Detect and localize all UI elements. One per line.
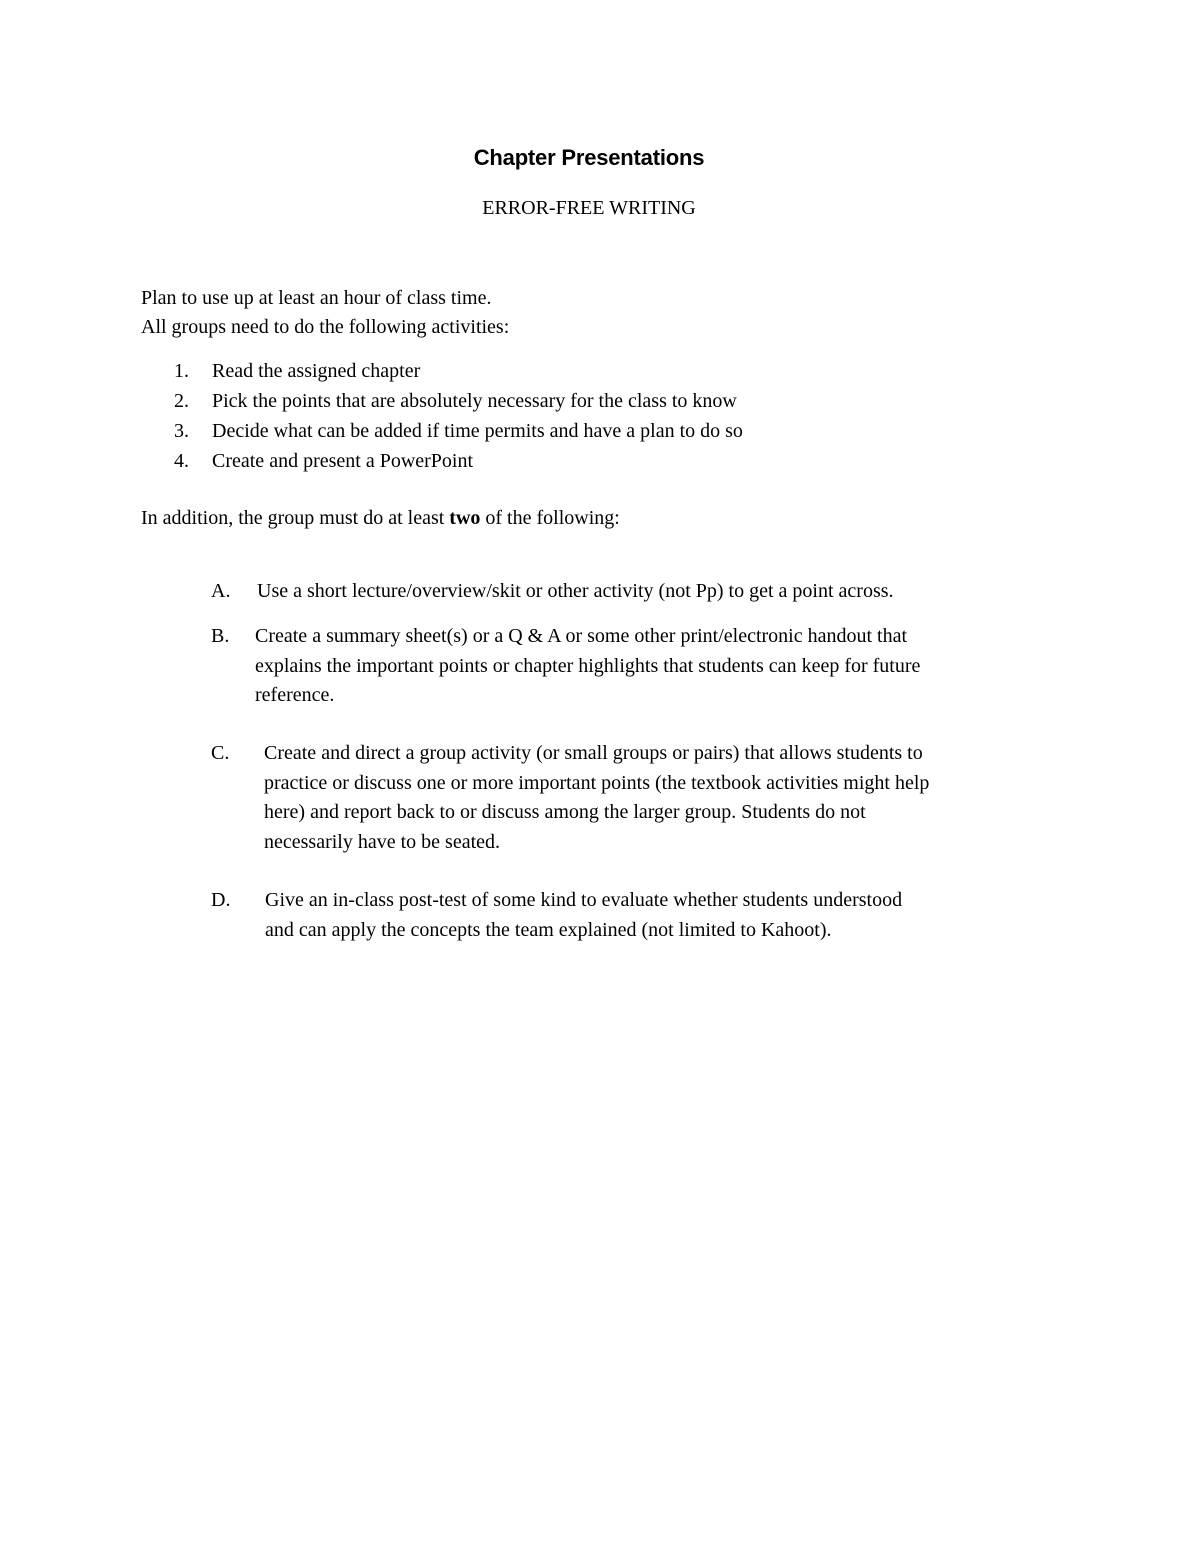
text-line: practice or discuss one or more important points (the textbook activities might help <box>264 771 930 794</box>
list-item-text: Decide what can be added if time permits and have a plan to do so <box>212 420 743 442</box>
list-item-text: Create and present a PowerPoint <box>212 450 474 472</box>
text-line: reference. <box>255 684 335 706</box>
list-item-number: 3. <box>174 420 189 442</box>
optional-activity-text <box>257 577 1057 607</box>
optional-activity-text <box>255 622 1055 711</box>
page-subtitle: ERROR-FREE WRITING <box>482 197 696 219</box>
optional-activity-letter: D. <box>211 889 231 911</box>
optional-activity-letter: B. <box>211 625 230 647</box>
list-item-number: 2. <box>174 390 189 412</box>
page-title: Chapter Presentations <box>473 145 705 170</box>
text-line: Give an in-class post-test of some kind to evaluate whether students understood <box>265 889 903 911</box>
list-item-number: 1. <box>174 360 189 382</box>
optional-activity-text <box>264 739 1064 857</box>
text-line: Use a short lecture/overview/skit or other activity (not Pp) to get a point across. <box>257 580 894 602</box>
intro-line-1: Plan to use up at least an hour of class time. <box>141 287 492 309</box>
text-line: Create and direct a group activity (or small groups or pairs) that allows students to <box>264 742 923 764</box>
addition-suffix: of the following: <box>480 507 620 529</box>
text-line: explains the important points or chapter highlights that students can keep for future <box>255 654 921 677</box>
addition-prefix: In addition, the group must do at least <box>141 507 450 529</box>
addition-paragraph <box>141 504 620 533</box>
text-line: necessarily have to be seated. <box>264 830 501 853</box>
text-line: and can apply the concepts the team explained (not limited to Kahoot). <box>265 918 832 941</box>
list-item-text: Pick the points that are absolutely necessary for the class to know <box>212 390 737 412</box>
optional-activity-text <box>265 886 1065 945</box>
text-line: here) and report back to or discuss among the larger group. Students do not <box>264 801 866 823</box>
intro-line-2: All groups need to do the following activities: <box>141 316 510 338</box>
list-item-text: Read the assigned chapter <box>212 360 421 382</box>
list-item-number: 4. <box>174 450 189 472</box>
optional-activity-letter: C. <box>211 742 230 764</box>
text-line: Create a summary sheet(s) or a Q & A or some other print/electronic handout that <box>255 625 908 647</box>
addition-emphasis: two <box>449 507 481 529</box>
optional-activity-letter: A. <box>211 580 231 602</box>
